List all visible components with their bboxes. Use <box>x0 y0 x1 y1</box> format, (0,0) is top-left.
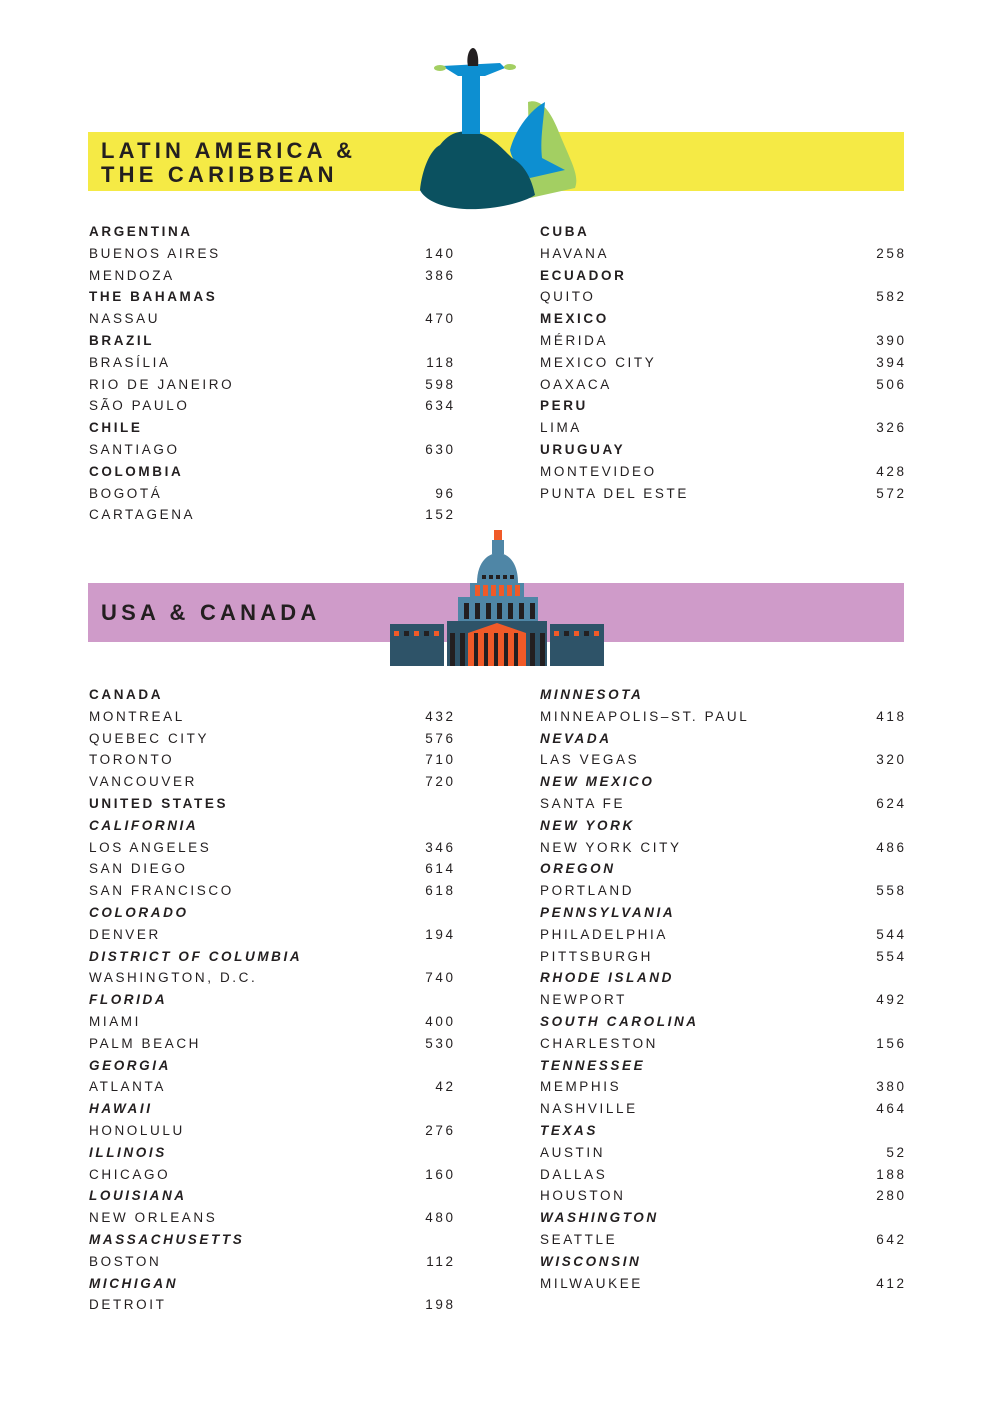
state-heading <box>89 902 453 924</box>
country-name: URUGUAY <box>540 441 626 457</box>
state-name: NEW MEXICO <box>540 774 655 790</box>
city-entry <box>540 1076 907 1098</box>
state-name: RHODE ISLAND <box>540 970 674 986</box>
city-entry <box>540 1033 907 1055</box>
state-name: DISTRICT OF COLUMBIA <box>89 948 303 964</box>
state-name: ILLINOIS <box>89 1144 167 1160</box>
state-name: COLORADO <box>89 904 189 920</box>
city-entry <box>89 1294 456 1316</box>
country-heading <box>540 265 904 287</box>
city-entry <box>89 924 456 946</box>
state-name: NEW YORK <box>540 817 635 833</box>
page-number: 96 <box>435 485 456 501</box>
page-number: 112 <box>426 1253 456 1269</box>
city-entry <box>89 837 456 859</box>
page-number: 394 <box>876 354 907 370</box>
city-entry <box>540 374 907 396</box>
city-entry <box>540 352 907 374</box>
city-name: DETROIT <box>89 1297 167 1313</box>
city-entry <box>540 946 907 968</box>
city-name: QUEBEC CITY <box>89 730 210 746</box>
city-name: QUITO <box>540 289 596 305</box>
city-entry <box>540 924 907 946</box>
state-name: GEORGIA <box>89 1057 171 1073</box>
state-heading <box>89 1229 453 1251</box>
city-entry <box>89 265 456 287</box>
page-number: 464 <box>876 1101 907 1117</box>
state-name: LOUISIANA <box>89 1188 187 1204</box>
page-number: 320 <box>876 752 907 768</box>
city-name: AUSTIN <box>540 1144 606 1160</box>
city-name: SÃO PAULO <box>89 398 190 414</box>
city-name: HAVANA <box>540 245 610 261</box>
city-name: CARTAGENA <box>89 507 196 523</box>
page-number: 576 <box>425 730 456 746</box>
city-name: MONTEVIDEO <box>540 463 657 479</box>
city-entry <box>89 308 456 330</box>
country-name: ECUADOR <box>540 267 627 283</box>
title-line: LATIN AMERICA & <box>101 138 357 163</box>
city-entry <box>540 286 907 308</box>
country-heading <box>540 221 904 243</box>
page-number: 486 <box>876 839 907 855</box>
page-number: 380 <box>876 1079 907 1095</box>
page-number: 188 <box>876 1166 907 1182</box>
city-entry <box>89 1011 456 1033</box>
city-entry <box>540 1229 907 1251</box>
city-name: HOUSTON <box>540 1188 626 1204</box>
page-number: 52 <box>886 1144 907 1160</box>
city-entry <box>89 374 456 396</box>
city-name: PORTLAND <box>540 883 635 899</box>
city-name: MÉRIDA <box>540 332 609 348</box>
country-heading <box>540 395 904 417</box>
page-number: 598 <box>425 376 456 392</box>
city-name: SAN DIEGO <box>89 861 188 877</box>
city-name: RIO DE JANEIRO <box>89 376 235 392</box>
usa-canada-title <box>101 601 320 625</box>
city-name: WASHINGTON, D.C. <box>89 970 258 986</box>
state-name: NEVADA <box>540 730 612 746</box>
city-name: DALLAS <box>540 1166 608 1182</box>
city-entry <box>540 706 907 728</box>
city-name: SANTA FE <box>540 795 626 811</box>
city-entry <box>89 1207 456 1229</box>
state-name: TEXAS <box>540 1122 599 1138</box>
city-name: VANCOUVER <box>89 774 197 790</box>
city-name: MEMPHIS <box>540 1079 622 1095</box>
state-heading <box>89 1098 453 1120</box>
state-heading <box>540 902 904 924</box>
state-heading <box>540 1011 904 1033</box>
city-entry <box>89 243 456 265</box>
page-number: 156 <box>876 1035 907 1051</box>
city-entry <box>540 243 907 265</box>
city-name: ATLANTA <box>89 1079 166 1095</box>
country-name: COLOMBIA <box>89 463 184 479</box>
city-name: TORONTO <box>89 752 175 768</box>
city-entry <box>89 395 456 417</box>
page-number: 554 <box>876 948 907 964</box>
city-name: NEW ORLEANS <box>89 1210 218 1226</box>
state-heading <box>540 858 904 880</box>
city-entry <box>89 504 456 526</box>
state-heading <box>89 989 453 1011</box>
state-heading <box>89 946 453 968</box>
state-heading <box>540 815 904 837</box>
page-number: 480 <box>425 1210 456 1226</box>
city-name: PUNTA DEL ESTE <box>540 485 689 501</box>
state-heading <box>540 967 904 989</box>
page-number: 634 <box>425 398 456 414</box>
country-name: CUBA <box>540 224 590 239</box>
state-name: CALIFORNIA <box>89 817 199 833</box>
page-number: 558 <box>876 883 907 899</box>
city-name: BRASÍLIA <box>89 354 171 370</box>
city-name: MIAMI <box>89 1013 141 1029</box>
page-number: 428 <box>876 463 907 479</box>
city-entry <box>89 352 456 374</box>
page-number: 642 <box>876 1231 907 1247</box>
city-entry <box>89 483 456 505</box>
state-name: MINNESOTA <box>540 687 644 702</box>
city-entry <box>540 880 907 902</box>
city-name: NASHVILLE <box>540 1101 638 1117</box>
state-heading <box>89 1142 453 1164</box>
city-entry <box>89 858 456 880</box>
country-name: ARGENTINA <box>89 224 193 239</box>
latin-america-title <box>101 139 356 187</box>
city-name: BOSTON <box>89 1253 162 1269</box>
city-entry <box>89 1120 456 1142</box>
page-number: 346 <box>425 839 456 855</box>
city-entry <box>540 793 907 815</box>
page-number: 544 <box>876 926 907 942</box>
city-entry <box>540 989 907 1011</box>
page-number: 740 <box>425 970 456 986</box>
city-name: HONOLULU <box>89 1122 185 1138</box>
city-entry <box>89 1076 456 1098</box>
city-entry <box>89 439 456 461</box>
state-heading <box>89 1185 453 1207</box>
state-heading <box>89 815 453 837</box>
city-entry <box>89 1164 456 1186</box>
latin-america-right-column <box>540 221 907 504</box>
page-number: 280 <box>876 1188 907 1204</box>
capitol-building-icon <box>380 525 620 670</box>
page-number: 194 <box>425 926 456 942</box>
state-heading <box>89 1273 453 1295</box>
city-name: SAN FRANCISCO <box>89 883 234 899</box>
city-entry <box>540 461 907 483</box>
page-number: 160 <box>425 1166 456 1182</box>
city-entry <box>540 749 907 771</box>
city-entry <box>540 417 907 439</box>
city-name: MONTREAL <box>89 708 185 724</box>
country-heading <box>89 793 453 815</box>
title-line: THE CARIBBEAN <box>101 162 338 187</box>
page-number: 582 <box>876 289 907 305</box>
page-number: 470 <box>425 311 456 327</box>
page-number: 412 <box>876 1275 907 1291</box>
city-entry <box>540 1273 907 1295</box>
city-name: NASSAU <box>89 311 161 327</box>
city-entry <box>89 1251 456 1273</box>
state-name: WASHINGTON <box>540 1210 659 1226</box>
city-entry <box>540 1098 907 1120</box>
city-entry <box>540 837 907 859</box>
page-number: 432 <box>425 708 456 724</box>
city-entry <box>540 1142 907 1164</box>
country-name: CHILE <box>89 420 143 436</box>
city-entry <box>89 967 456 989</box>
page-number: 720 <box>425 774 456 790</box>
city-name: LIMA <box>540 420 582 436</box>
city-entry <box>89 771 456 793</box>
latin-america-left-column <box>89 221 456 526</box>
state-heading <box>540 684 904 706</box>
page-number: 624 <box>876 795 907 811</box>
page-number: 258 <box>876 245 907 261</box>
country-heading <box>89 684 453 706</box>
state-heading <box>540 1251 904 1273</box>
country-name: UNITED STATES <box>89 795 229 811</box>
country-heading <box>89 286 453 308</box>
city-name: SEATTLE <box>540 1231 618 1247</box>
city-entry <box>540 1185 907 1207</box>
country-heading <box>89 221 453 243</box>
usa-canada-right-column <box>540 684 907 1294</box>
city-name: MILWAUKEE <box>540 1275 643 1291</box>
page-number: 390 <box>876 332 907 348</box>
page-number: 140 <box>425 245 456 261</box>
usa-canada-left-column <box>89 684 456 1316</box>
city-entry <box>89 1033 456 1055</box>
city-entry <box>540 1164 907 1186</box>
state-name: MASSACHUSETTS <box>89 1231 245 1247</box>
state-name: HAWAII <box>89 1101 153 1117</box>
state-name: PENNSYLVANIA <box>540 904 676 920</box>
page-number: 386 <box>425 267 456 283</box>
page-number: 572 <box>876 485 907 501</box>
state-name: SOUTH CAROLINA <box>540 1013 699 1029</box>
city-name: BOGOTÁ <box>89 485 163 501</box>
city-name: MENDOZA <box>89 267 175 283</box>
city-name: SANTIAGO <box>89 441 180 457</box>
country-heading <box>89 330 453 352</box>
city-name: OAXACA <box>540 376 612 392</box>
city-name: NEWPORT <box>540 992 627 1008</box>
city-name: PALM BEACH <box>89 1035 202 1051</box>
city-entry <box>89 728 456 750</box>
city-name: MINNEAPOLIS–ST. PAUL <box>540 708 750 724</box>
page-number: 152 <box>425 507 456 523</box>
page-number: 614 <box>425 861 456 877</box>
country-name: PERU <box>540 398 588 414</box>
country-name: THE BAHAMAS <box>89 289 218 305</box>
state-name: MICHIGAN <box>89 1275 179 1291</box>
state-heading <box>540 728 904 750</box>
city-entry <box>540 483 907 505</box>
state-heading <box>540 1120 904 1142</box>
city-name: LAS VEGAS <box>540 752 640 768</box>
country-name: CANADA <box>89 687 164 702</box>
country-heading <box>540 439 904 461</box>
page-number: 400 <box>425 1013 456 1029</box>
state-heading <box>540 771 904 793</box>
page-number: 506 <box>876 376 907 392</box>
country-heading <box>540 308 904 330</box>
city-name: CHARLESTON <box>540 1035 659 1051</box>
page-number: 42 <box>435 1079 456 1095</box>
country-heading <box>89 417 453 439</box>
state-name: FLORIDA <box>89 992 168 1008</box>
city-name: DENVER <box>89 926 161 942</box>
page-number: 326 <box>876 420 907 436</box>
page-number: 418 <box>876 708 907 724</box>
city-name: CHICAGO <box>89 1166 171 1182</box>
city-name: BUENOS AIRES <box>89 245 221 261</box>
city-name: NEW YORK CITY <box>540 839 682 855</box>
page-number: 530 <box>425 1035 456 1051</box>
page-number: 630 <box>425 441 456 457</box>
city-name: LOS ANGELES <box>89 839 212 855</box>
page-number: 198 <box>425 1297 456 1313</box>
city-entry <box>89 706 456 728</box>
state-name: TENNESSEE <box>540 1057 646 1073</box>
page-number: 492 <box>876 992 907 1008</box>
city-name: MEXICO CITY <box>540 354 657 370</box>
state-name: WISCONSIN <box>540 1253 642 1269</box>
page-number: 118 <box>426 354 456 370</box>
state-heading <box>89 1055 453 1077</box>
page-number: 618 <box>425 883 456 899</box>
page-number: 710 <box>425 752 456 768</box>
page-number: 276 <box>425 1122 456 1138</box>
state-heading <box>540 1055 904 1077</box>
country-name: BRAZIL <box>89 332 155 348</box>
state-name: OREGON <box>540 861 616 877</box>
christ-the-redeemer-icon <box>380 40 620 220</box>
city-entry <box>89 749 456 771</box>
city-entry <box>89 880 456 902</box>
city-name: PHILADELPHIA <box>540 926 668 942</box>
city-entry <box>540 330 907 352</box>
country-heading <box>89 461 453 483</box>
city-name: PITTSBURGH <box>540 948 654 964</box>
title-line: USA & CANADA <box>101 600 321 625</box>
country-name: MEXICO <box>540 311 609 327</box>
state-heading <box>540 1207 904 1229</box>
